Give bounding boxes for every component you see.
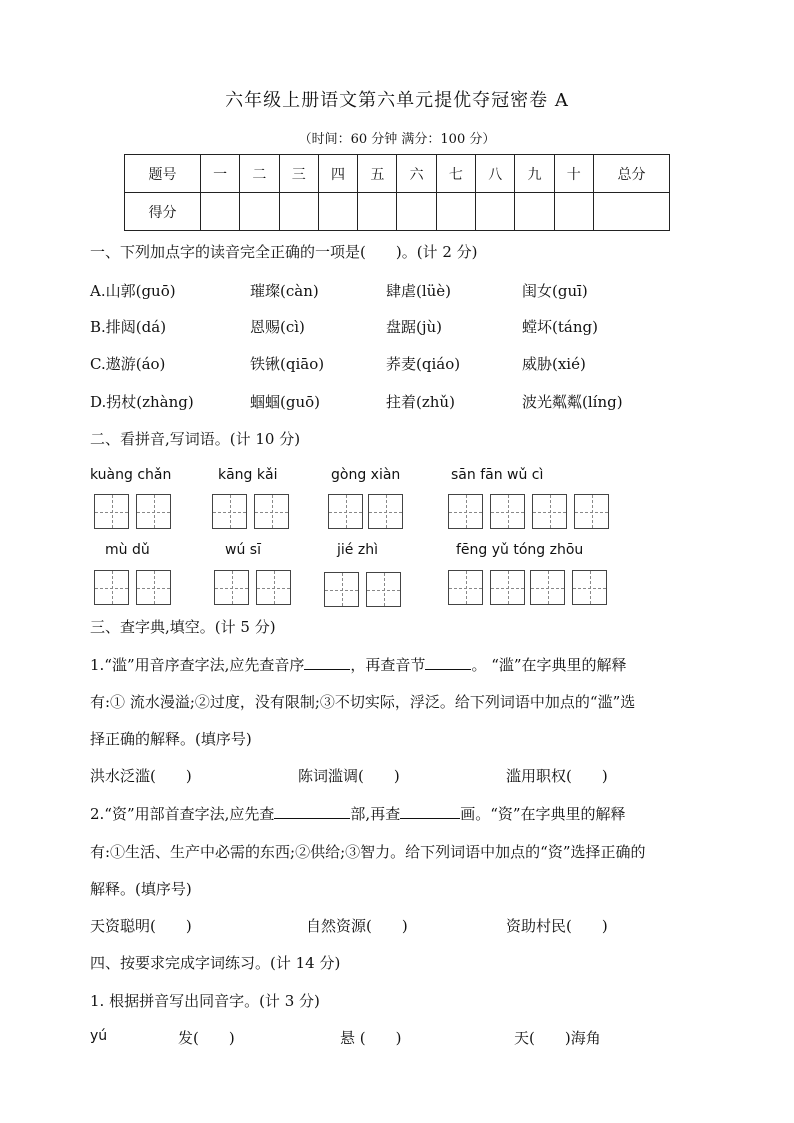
header-cell: 六: [397, 155, 436, 193]
header-cell: 题号: [125, 155, 201, 193]
score-cell[interactable]: [515, 193, 554, 231]
score-cell[interactable]: [397, 193, 436, 231]
header-cell: 九: [515, 155, 554, 193]
writing-grid-cell[interactable]: [490, 494, 525, 529]
writing-grid-cell[interactable]: [574, 494, 609, 529]
pinyin-label: sān fān wǔ cì: [451, 467, 544, 483]
q3-part1-line1: [90, 654, 627, 675]
pinyin-label: wú sī: [225, 542, 261, 558]
answer-blank[interactable]: [425, 655, 471, 670]
score-cell[interactable]: [358, 193, 397, 231]
score-cell[interactable]: [436, 193, 475, 231]
page-title: 六年级上册语文第六单元提优夺冠密卷 A: [225, 90, 569, 111]
writing-grid-cell[interactable]: [368, 494, 403, 529]
q1-option-d-4: 波光粼粼(líng): [522, 393, 623, 411]
q4-sub1: 1. 根据拼音写出同音字。(计 3 分): [90, 992, 320, 1010]
answer-blank[interactable]: [304, 655, 350, 670]
writing-grid-cell[interactable]: [94, 570, 129, 605]
q3-part2-text-c: 画。“资”在字典里的解释: [460, 805, 626, 823]
q1-option-d-1: D.拐杖(zhàng): [90, 393, 194, 411]
header-cell: 总分: [593, 155, 669, 193]
q4-item: 发( ): [178, 1029, 235, 1047]
q1-option-b-1: B.排闼(dá): [90, 318, 167, 336]
score-table-score-row: [125, 193, 670, 231]
q3-part2-text-b: 部,再查: [350, 805, 401, 823]
writing-grid-cell[interactable]: [256, 570, 291, 605]
q3-part2-item: 资助村民( ): [506, 917, 608, 935]
writing-grid-cell[interactable]: [254, 494, 289, 529]
score-cell[interactable]: [240, 193, 279, 231]
header-cell: 五: [358, 155, 397, 193]
q3-part2-line2: 有:①生活、生产中必需的东西;②供给;③智力。给下列词语中加点的“资”选择正确的: [90, 843, 646, 861]
score-cell[interactable]: [200, 193, 239, 231]
answer-blank[interactable]: [400, 804, 460, 819]
q3-part2-item: 自然资源( ): [306, 917, 408, 935]
q3-part1-text-b: ，再查音节: [350, 656, 426, 674]
q4-item: 悬 ( ): [340, 1029, 402, 1047]
q3-part1-text-a: 1.“滥”用音序查字法,应先查音序: [90, 656, 305, 674]
writing-grid-cell[interactable]: [328, 494, 363, 529]
header-cell: 七: [436, 155, 475, 193]
writing-grid-cell[interactable]: [530, 570, 565, 605]
score-cell[interactable]: [476, 193, 515, 231]
q3-part1-item: 洪水泛滥( ): [90, 767, 192, 785]
score-label: 得分: [125, 193, 201, 231]
q3-heading: 三、查字典,填空。(计 5 分): [90, 618, 276, 636]
header-cell: 二: [240, 155, 279, 193]
q4-heading: 四、按要求完成字词练习。(计 14 分): [90, 954, 341, 972]
exam-info: （时间：60 分钟 满分：100 分）: [298, 132, 496, 147]
writing-grid-cell[interactable]: [532, 494, 567, 529]
score-cell[interactable]: [279, 193, 318, 231]
q3-part1-line2: 有:① 流水漫溢;②过度，没有限制;③不切实际，浮泛。给下列词语中加点的“滥”选: [90, 693, 636, 711]
score-cell[interactable]: [593, 193, 669, 231]
writing-grid-cell[interactable]: [448, 570, 483, 605]
q1-heading: 一、下列加点字的读音完全正确的一项是( )。(计 2 分): [90, 243, 478, 261]
q1-option-b-4: 螳坏(táng): [522, 318, 598, 336]
writing-grid-cell[interactable]: [94, 494, 129, 529]
answer-blank[interactable]: [274, 804, 350, 819]
q1-option-c-1: C.遨游(áo): [90, 355, 166, 373]
q2-heading: 二、看拼音,写词语。(计 10 分): [90, 430, 301, 448]
header-cell: 十: [554, 155, 593, 193]
q1-option-c-2: 铁锹(qiāo): [250, 355, 325, 373]
writing-grid-cell[interactable]: [136, 570, 171, 605]
writing-grid-cell[interactable]: [490, 570, 525, 605]
writing-grid-cell[interactable]: [324, 572, 359, 607]
pinyin-label: kuàng chǎn: [90, 467, 172, 483]
pinyin-label: mù dǔ: [105, 542, 150, 558]
pinyin-label: fēng yǔ tóng zhōu: [456, 542, 584, 558]
writing-grid-cell[interactable]: [448, 494, 483, 529]
header-cell: 三: [279, 155, 318, 193]
q1-option-a-1: A.山郭(guō): [90, 282, 176, 300]
q1-option-c-4: 威胁(xié): [522, 355, 586, 373]
q3-part2-line3: 解释。(填序号): [90, 880, 192, 898]
pinyin-label: kāng kǎi: [218, 467, 278, 483]
header-cell: 四: [318, 155, 357, 193]
q3-part1-item: 滥用职权( ): [506, 767, 608, 785]
q3-part1-item: 陈词滥调( ): [298, 767, 400, 785]
pinyin-label: jié zhì: [337, 542, 378, 558]
q3-part2-text-a: 2.“资”用部首查字法,应先查: [90, 805, 275, 823]
writing-grid-cell[interactable]: [572, 570, 607, 605]
q3-part2-item: 天资聪明( ): [90, 917, 192, 935]
q4-item: 天( )海角: [514, 1029, 601, 1047]
q1-option-d-2: 蝈蝈(guō): [250, 393, 320, 411]
score-table-header-row: [125, 155, 670, 193]
score-cell[interactable]: [318, 193, 357, 231]
q1-option-b-2: 恩赐(cì): [250, 318, 305, 336]
q4-pinyin: yú: [90, 1028, 108, 1044]
q3-part1-text-c: 。 “滥”在字典里的解释: [471, 656, 627, 674]
writing-grid-cell[interactable]: [214, 570, 249, 605]
q3-part2-line1: [90, 803, 626, 824]
q1-option-c-3: 荞麦(qiáo): [386, 355, 461, 373]
q1-option-a-3: 肆虐(lüè): [386, 282, 452, 300]
writing-grid-cell[interactable]: [212, 494, 247, 529]
writing-grid-cell[interactable]: [136, 494, 171, 529]
q1-option-d-3: 拄着(zhǔ): [386, 393, 455, 411]
header-cell: 八: [476, 155, 515, 193]
pinyin-label: gòng xiàn: [331, 467, 401, 483]
q3-part1-line3: 择正确的解释。(填序号): [90, 730, 252, 748]
writing-grid-cell[interactable]: [366, 572, 401, 607]
q1-option-a-2: 璀璨(càn): [250, 282, 319, 300]
q1-option-a-4: 闺女(guī): [522, 282, 588, 300]
score-cell[interactable]: [554, 193, 593, 231]
q1-option-b-3: 盘踞(jù): [386, 318, 443, 336]
header-cell: 一: [200, 155, 239, 193]
score-table: [124, 154, 670, 231]
